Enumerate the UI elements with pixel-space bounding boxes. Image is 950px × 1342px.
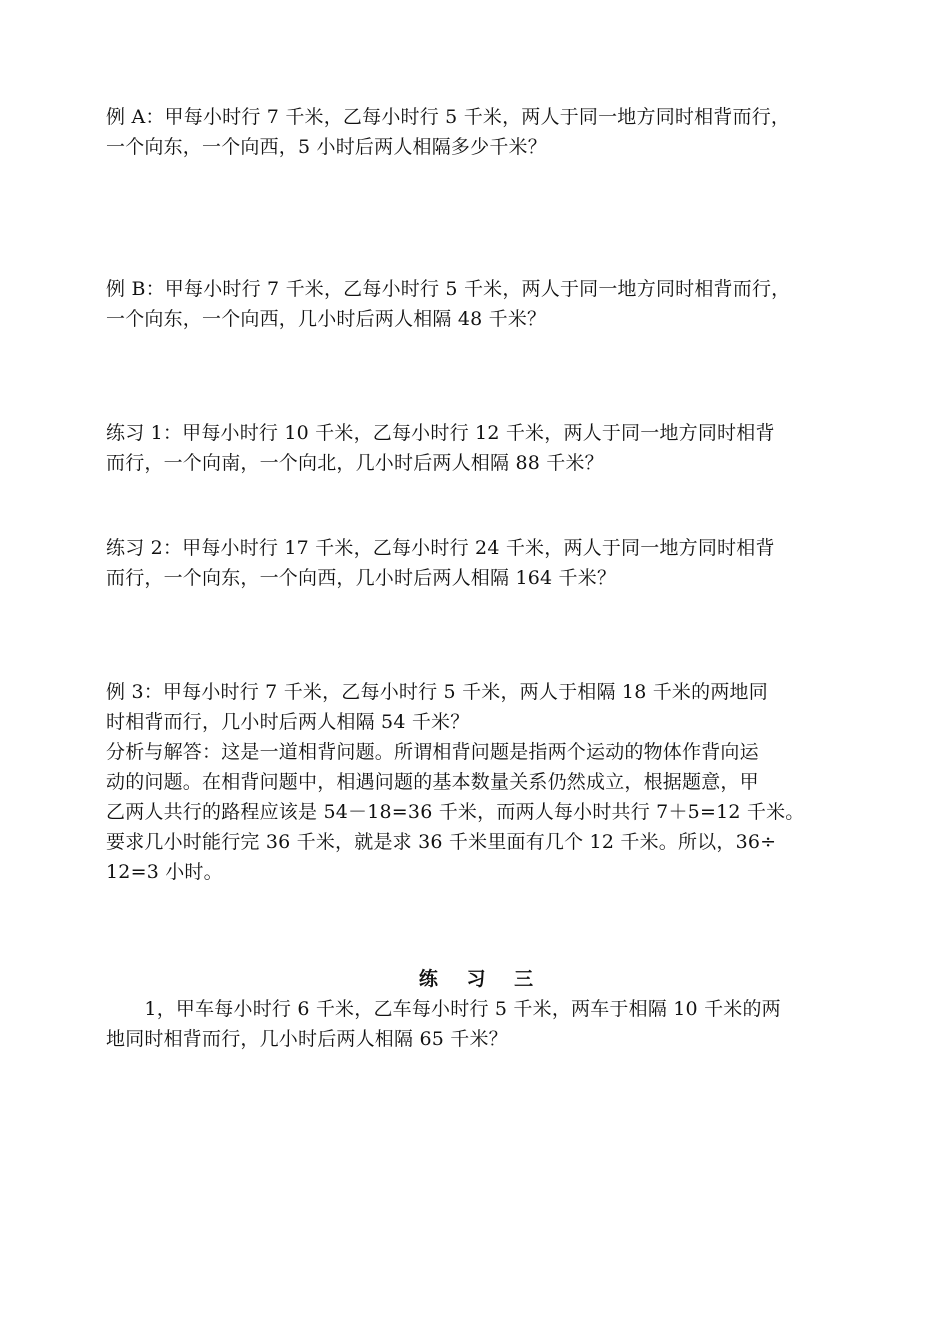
practice-2-line-1: 练习 2：甲每小时行 17 千米，乙每小时行 24 千米，两人于同一地方同时相背 — [106, 537, 775, 559]
exercise-title-char-2: 习 — [466, 968, 486, 990]
practice-1-line-2: 而行，一个向南，一个向北，几小时后两人相隔 88 千米？ — [106, 452, 604, 474]
example-3-line-2: 时相背而行，几小时后两人相隔 54 千米？ — [106, 711, 470, 733]
example-3-analysis-line-5: 12=3 小时。 — [106, 861, 223, 883]
example-a-paragraph — [106, 102, 846, 162]
example-3-analysis-line-1: 分析与解答：这是一道相背问题。所谓相背问题是指两个运动的物体作背向运 — [106, 741, 759, 763]
example-3-analysis-line-4: 要求几小时能行完 36 千米，就是求 36 千米里面有几个 12 千米。所以，36÷ — [106, 831, 777, 853]
exercise-question-1-line-2: 地同时相背而行，几小时后两人相隔 65 千米？ — [106, 1028, 508, 1050]
example-3-line-1: 例 3：甲每小时行 7 千米，乙每小时行 5 千米，两人于相隔 18 千米的两地同 — [106, 681, 768, 703]
exercise-section-title — [106, 964, 846, 994]
example-3-analysis-line-2: 动的问题。在相背问题中，相遇问题的基本数量关系仍然成立，根据题意，甲 — [106, 771, 759, 793]
example-b-line-1: 例 B：甲每小时行 7 千米，乙每小时行 5 千米，两人于同一地方同时相背而行， — [106, 278, 791, 300]
example-a-line-1: 例 A：甲每小时行 7 千米，乙每小时行 5 千米，两人于同一地方同时相背而行， — [106, 106, 791, 128]
example-b-line-2: 一个向东，一个向西，几小时后两人相隔 48 千米？ — [106, 308, 547, 330]
practice-2-line-2: 而行，一个向东，一个向西，几小时后两人相隔 164 千米？ — [106, 567, 617, 589]
practice-1-paragraph — [106, 418, 846, 478]
example-b-paragraph — [106, 274, 846, 334]
exercise-question-1 — [106, 994, 846, 1054]
practice-2-paragraph — [106, 533, 846, 593]
example-a-line-2: 一个向东，一个向西，5 小时后两人相隔多少千米？ — [106, 136, 547, 158]
exercise-title-char-3: 三 — [514, 968, 534, 990]
exercise-question-1-line-1: 1，甲车每小时行 6 千米，乙车每小时行 5 千米，两车于相隔 10 千米的两 — [106, 998, 781, 1020]
example-3-analysis-line-3: 乙两人共行的路程应该是 54－18=36 千米，而两人每小时共行 7＋5=12 千米。 — [106, 801, 805, 823]
example-3-paragraph — [106, 677, 846, 887]
exercise-title-char-1: 练 — [418, 968, 438, 990]
practice-1-line-1: 练习 1：甲每小时行 10 千米，乙每小时行 12 千米，两人于同一地方同时相背 — [106, 422, 775, 444]
